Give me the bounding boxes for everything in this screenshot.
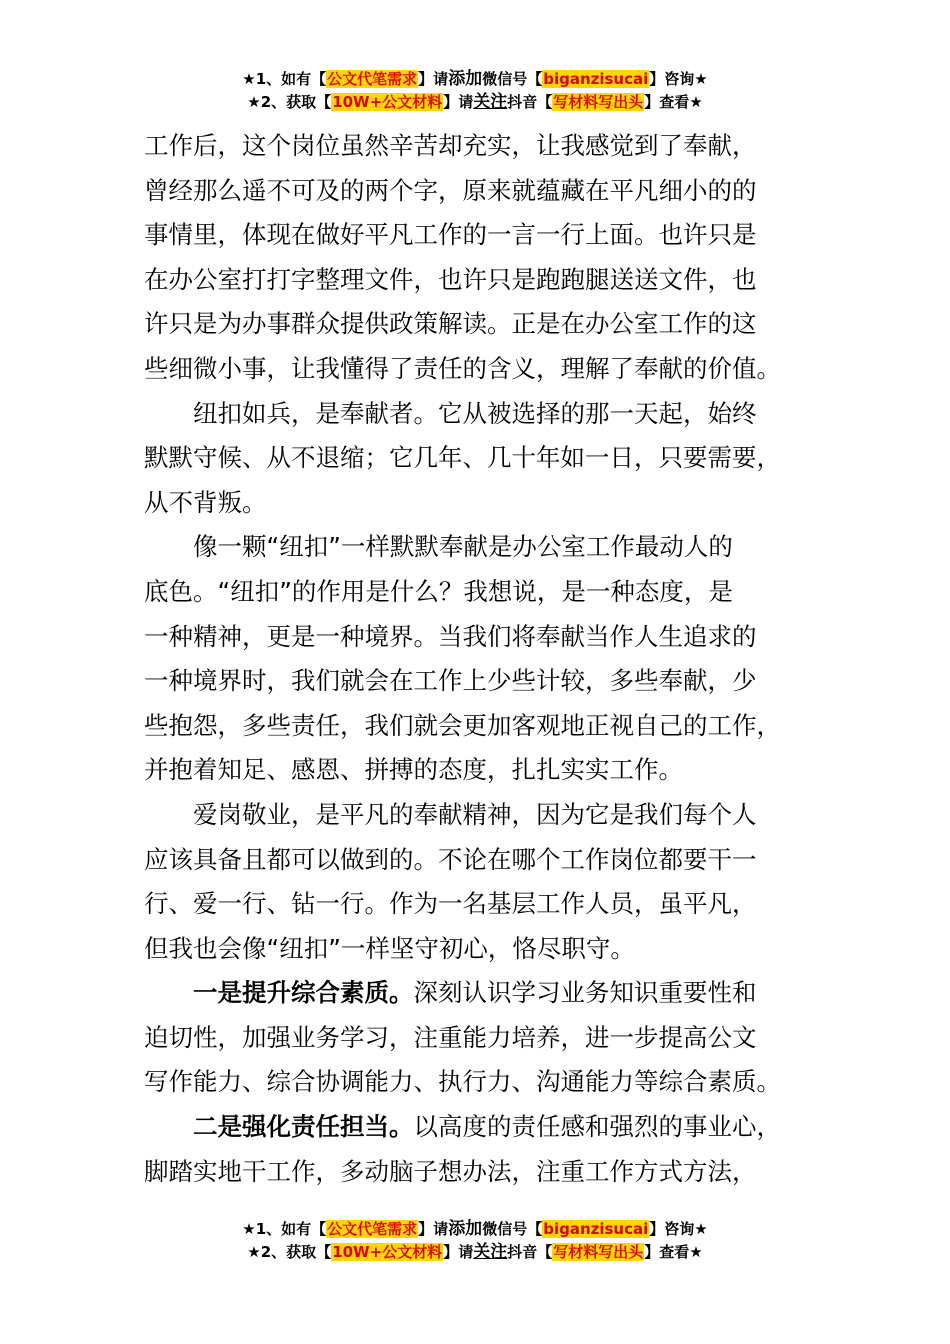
banner-line-1: ★1、如有【公文代笔需求】请添加微信号【biganzisucai】咨询★ <box>242 69 708 89</box>
text-line: 一是提升综合素质。深刻认识学习业务知识重要性和 <box>193 978 757 1008</box>
highlight-wechat-id: biganzisucai <box>543 1220 649 1238</box>
text-line: 些抱怨，多些责任，我们就会更加客观地正视自己的工作， <box>144 710 781 740</box>
highlight-service: 公文代笔需求 <box>327 70 418 88</box>
paragraph-2 <box>144 392 814 526</box>
bold-lead: 二是强化责任担当。 <box>193 1112 414 1142</box>
text-line: 迫切性，加强业务学习，注重能力培养，进一步提高公文 <box>144 1022 757 1052</box>
text-line: 写作能力、综合协调能力、执行力、沟通能力等综合素质。 <box>144 1067 781 1097</box>
star-icon: ★ <box>689 93 703 111</box>
star-icon: ★ <box>247 1243 261 1261</box>
text-line: 纽扣如兵，是奉献者。它从被选择的那一天起，始终 <box>193 398 757 428</box>
paragraph-1 <box>144 124 814 392</box>
text-line: 事情里，体现在做好平凡工作的一言一行上面。也许只是 <box>144 220 757 250</box>
text-line: 一种境界时，我们就会在工作上少些计较，多些奉献，少 <box>144 666 757 696</box>
paragraph-6 <box>144 1105 814 1194</box>
text-line: 默默守候、从不退缩；它几年、几十年如一日，只要需要， <box>144 443 781 473</box>
highlight-materials: 10W+公文材料 <box>332 93 443 111</box>
star-icon: ★ <box>689 1243 703 1261</box>
paragraph-4 <box>144 793 814 971</box>
star-icon: ★ <box>242 70 256 88</box>
star-icon: ★ <box>247 93 261 111</box>
text-line: 应该具备且都可以做到的。不论在哪个工作岗位都要干一 <box>144 844 757 874</box>
text-line: 爱岗敬业，是平凡的奉献精神，因为它是我们每个人 <box>193 799 757 829</box>
text-line: 从不背叛。 <box>144 487 267 517</box>
paragraph-5 <box>144 971 814 1105</box>
text-line: 底色。“纽扣”的作用是什么？我想说，是一种态度，是 <box>144 576 733 606</box>
text-line: 脚踏实地干工作，多动脑子想办法，注重工作方式方法， <box>144 1156 757 1186</box>
banner-line-2: ★2、获取【10W+公文材料】请关注抖音【写材料写出头】查看★ <box>247 1242 703 1262</box>
banner-line-2: ★2、获取【10W+公文材料】请关注抖音【写材料写出头】查看★ <box>247 92 703 112</box>
highlight-wechat-id: biganzisucai <box>543 70 649 88</box>
text-line: 一种精神，更是一种境界。当我们将奉献当作人生追求的 <box>144 621 757 651</box>
highlight-service: 公文代笔需求 <box>327 1220 418 1238</box>
text-line: 二是强化责任担当。以高度的责任感和强烈的事业心， <box>193 1112 781 1142</box>
header-banner <box>0 68 950 114</box>
text-line: 行、爱一行、钻一行。作为一名基层工作人员，虽平凡， <box>144 889 757 919</box>
paragraph-3 <box>144 525 814 793</box>
star-icon: ★ <box>694 1220 708 1238</box>
footer-banner <box>0 1218 950 1264</box>
text-line: 在办公室打打字整理文件，也许只是跑跑腿送送文件，也 <box>144 264 757 294</box>
text-line: 并抱着知足、感恩、拼搏的态度，扎扎实实工作。 <box>144 755 683 785</box>
text-line: 曾经那么遥不可及的两个字，原来就蕴藏在平凡细小的的 <box>144 175 757 205</box>
text-line: 工作后，这个岗位虽然辛苦却充实，让我感觉到了奉献， <box>144 131 757 160</box>
highlight-materials: 10W+公文材料 <box>332 1243 443 1261</box>
star-icon: ★ <box>242 1220 256 1238</box>
star-icon: ★ <box>694 70 708 88</box>
highlight-douyin-account: 写材料写出头 <box>553 1243 644 1261</box>
text-line: 许只是为办事群众提供政策解读。正是在办公室工作的这 <box>144 309 757 339</box>
bold-lead: 一是提升综合素质。 <box>193 978 414 1008</box>
highlight-douyin-account: 写材料写出头 <box>553 93 644 111</box>
text-line: 些细微小事，让我懂得了责任的含义，理解了奉献的价值。 <box>144 353 781 383</box>
text-line: 像一颗“纽扣”一样默默奉献是办公室工作最动人的 <box>193 532 733 562</box>
document-body <box>144 124 814 1194</box>
banner-line-1: ★1、如有【公文代笔需求】请添加微信号【biganzisucai】咨询★ <box>242 1219 708 1239</box>
text-line: 但我也会像“纽扣”一样坚守初心，恪尽职守。 <box>144 933 635 963</box>
